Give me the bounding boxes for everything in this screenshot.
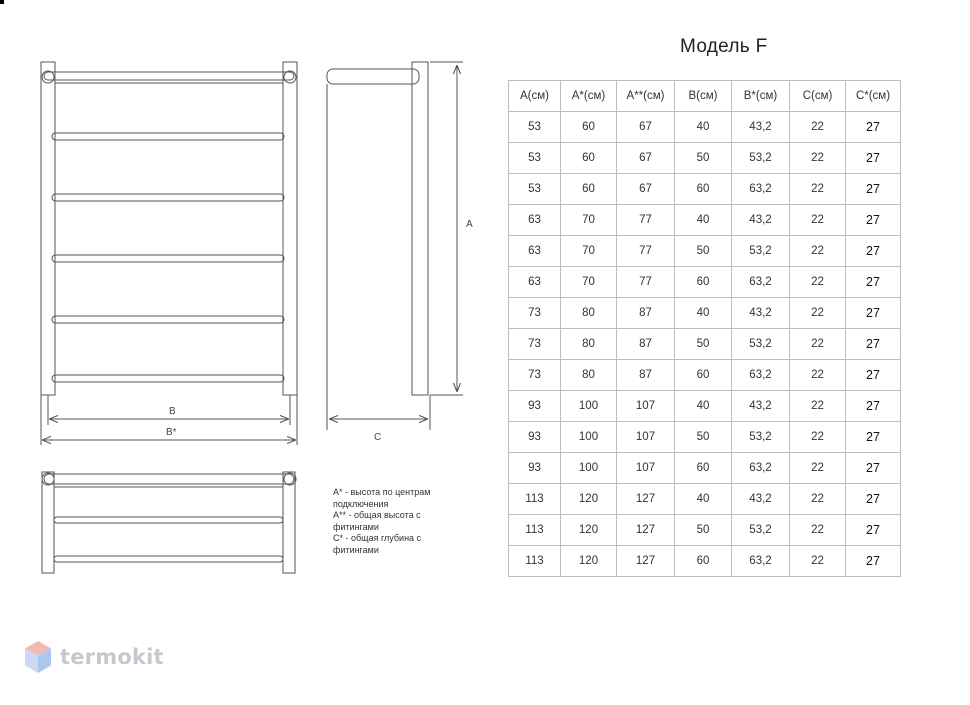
table-cell: 60 bbox=[561, 143, 617, 174]
note-line: C* - общая глубина с bbox=[333, 533, 422, 543]
column-header: C*(см) bbox=[846, 81, 901, 112]
table-cell: 53,2 bbox=[732, 422, 790, 453]
left-post bbox=[41, 62, 55, 395]
table-cell: 43,2 bbox=[732, 205, 790, 236]
label-a: A bbox=[466, 219, 473, 230]
table-cell: 77 bbox=[617, 205, 675, 236]
table-cell: 120 bbox=[561, 515, 617, 546]
table-cell: 73 bbox=[509, 360, 561, 391]
table-row bbox=[509, 360, 901, 391]
table-cell: 87 bbox=[617, 360, 675, 391]
table-cell: 80 bbox=[561, 298, 617, 329]
table-cell: 50 bbox=[675, 422, 732, 453]
table-cell: 60 bbox=[675, 174, 732, 205]
table-cell: 63,2 bbox=[732, 546, 790, 577]
table-cell: 53,2 bbox=[732, 236, 790, 267]
table-cell: 40 bbox=[675, 205, 732, 236]
table-cell: 60 bbox=[675, 360, 732, 391]
table-cell: 93 bbox=[509, 422, 561, 453]
table-cell: 67 bbox=[617, 112, 675, 143]
table-cell: 77 bbox=[617, 267, 675, 298]
label-c: C bbox=[374, 432, 382, 443]
table-cell: 120 bbox=[561, 484, 617, 515]
table-cell: 22 bbox=[790, 484, 846, 515]
side-view-drawing bbox=[327, 62, 463, 430]
table-cell: 22 bbox=[790, 298, 846, 329]
table-cell: 22 bbox=[790, 267, 846, 298]
table-cell: 60 bbox=[675, 546, 732, 577]
table-cell: 87 bbox=[617, 329, 675, 360]
table-cell: 50 bbox=[675, 329, 732, 360]
table-cell: 27 bbox=[846, 174, 901, 205]
table-cell: 22 bbox=[790, 112, 846, 143]
table-cell: 27 bbox=[846, 515, 901, 546]
table-cell: 100 bbox=[561, 391, 617, 422]
table-cell: 93 bbox=[509, 453, 561, 484]
table-row bbox=[509, 546, 901, 577]
column-header: C(см) bbox=[790, 81, 846, 112]
table-cell: 113 bbox=[509, 484, 561, 515]
column-header: A(см) bbox=[509, 81, 561, 112]
table-cell: 27 bbox=[846, 391, 901, 422]
table-cell: 127 bbox=[617, 484, 675, 515]
table-cell: 80 bbox=[561, 360, 617, 391]
table-cell: 73 bbox=[509, 298, 561, 329]
table-cell: 27 bbox=[846, 143, 901, 174]
table-cell: 22 bbox=[790, 515, 846, 546]
table-cell: 63 bbox=[509, 267, 561, 298]
table-row bbox=[509, 484, 901, 515]
table-cell: 27 bbox=[846, 298, 901, 329]
termokit-logo bbox=[24, 640, 164, 674]
table-cell: 113 bbox=[509, 515, 561, 546]
table-cell: 107 bbox=[617, 453, 675, 484]
top-left-post bbox=[42, 472, 54, 573]
table-cell: 53 bbox=[509, 143, 561, 174]
column-header: A**(см) bbox=[617, 81, 675, 112]
table-cell: 27 bbox=[846, 484, 901, 515]
table-cell: 50 bbox=[675, 515, 732, 546]
table-row bbox=[509, 298, 901, 329]
label-b: B bbox=[169, 406, 176, 417]
note-line: A* - высота по центрам bbox=[333, 487, 431, 497]
table-cell: 70 bbox=[561, 236, 617, 267]
logo-text: termokit bbox=[60, 645, 164, 669]
table-row bbox=[509, 205, 901, 236]
table-cell: 43,2 bbox=[732, 298, 790, 329]
table-cell: 70 bbox=[561, 267, 617, 298]
table-cell: 107 bbox=[617, 391, 675, 422]
table-cell: 67 bbox=[617, 143, 675, 174]
table-cell: 63 bbox=[509, 205, 561, 236]
table-cell: 43,2 bbox=[732, 112, 790, 143]
table-cell: 43,2 bbox=[732, 391, 790, 422]
table-cell: 60 bbox=[561, 174, 617, 205]
column-header: B(см) bbox=[675, 81, 732, 112]
table-cell: 60 bbox=[675, 267, 732, 298]
table-cell: 27 bbox=[846, 205, 901, 236]
table-cell: 53,2 bbox=[732, 515, 790, 546]
rails bbox=[44, 72, 294, 382]
table-row bbox=[509, 422, 901, 453]
side-top-rail bbox=[327, 69, 419, 84]
table-cell: 73 bbox=[509, 329, 561, 360]
table-cell: 27 bbox=[846, 236, 901, 267]
table-row bbox=[509, 453, 901, 484]
table-cell: 53 bbox=[509, 174, 561, 205]
table-cell: 27 bbox=[846, 267, 901, 298]
table-cell: 127 bbox=[617, 546, 675, 577]
table-cell: 100 bbox=[561, 422, 617, 453]
table-cell: 70 bbox=[561, 205, 617, 236]
table-cell: 50 bbox=[675, 236, 732, 267]
note-line: фитингами bbox=[333, 544, 379, 555]
table-row bbox=[509, 267, 901, 298]
table-cell: 100 bbox=[561, 453, 617, 484]
table-cell: 63,2 bbox=[732, 174, 790, 205]
table-cell: 93 bbox=[509, 391, 561, 422]
table-cell: 27 bbox=[846, 422, 901, 453]
model-title: Модель F bbox=[680, 36, 768, 57]
side-post bbox=[412, 62, 428, 395]
table-cell: 63,2 bbox=[732, 267, 790, 298]
top-view-drawing bbox=[42, 472, 296, 573]
hexagon-logo-icon bbox=[24, 640, 52, 674]
table-cell: 27 bbox=[846, 453, 901, 484]
table-cell: 77 bbox=[617, 236, 675, 267]
table-cell: 22 bbox=[790, 453, 846, 484]
table-cell: 87 bbox=[617, 298, 675, 329]
table-cell: 27 bbox=[846, 112, 901, 143]
right-post bbox=[283, 62, 297, 395]
table-cell: 40 bbox=[675, 484, 732, 515]
note-line: фитингами bbox=[333, 521, 379, 532]
table-row bbox=[509, 236, 901, 267]
table-row bbox=[509, 329, 901, 360]
dimensions-table bbox=[508, 80, 901, 577]
table-cell: 127 bbox=[617, 515, 675, 546]
front-view-drawing bbox=[41, 62, 297, 445]
table-cell: 27 bbox=[846, 546, 901, 577]
note-line: подключения bbox=[333, 498, 389, 509]
table-cell: 53 bbox=[509, 112, 561, 143]
table-cell: 53,2 bbox=[732, 143, 790, 174]
table-cell: 22 bbox=[790, 360, 846, 391]
table-cell: 63,2 bbox=[732, 360, 790, 391]
table-row bbox=[509, 112, 901, 143]
table-cell: 22 bbox=[790, 391, 846, 422]
table-cell: 40 bbox=[675, 298, 732, 329]
note-line: A** - общая высота с bbox=[333, 510, 421, 520]
table-cell: 22 bbox=[790, 236, 846, 267]
table-cell: 40 bbox=[675, 112, 732, 143]
table-row bbox=[509, 515, 901, 546]
table-cell: 80 bbox=[561, 329, 617, 360]
table-cell: 60 bbox=[561, 112, 617, 143]
table-cell: 63 bbox=[509, 236, 561, 267]
column-header: B*(см) bbox=[732, 81, 790, 112]
label-b-star: B* bbox=[166, 427, 177, 438]
table-cell: 27 bbox=[846, 329, 901, 360]
table-cell: 22 bbox=[790, 546, 846, 577]
table-row bbox=[509, 391, 901, 422]
table-cell: 27 bbox=[846, 360, 901, 391]
table-row bbox=[509, 174, 901, 205]
table-cell: 22 bbox=[790, 143, 846, 174]
table-cell: 60 bbox=[675, 453, 732, 484]
notes-legend bbox=[333, 487, 430, 556]
table-cell: 50 bbox=[675, 143, 732, 174]
table-cell: 67 bbox=[617, 174, 675, 205]
table-cell: 113 bbox=[509, 546, 561, 577]
table-header-row bbox=[509, 81, 901, 112]
table-cell: 63,2 bbox=[732, 453, 790, 484]
table-cell: 22 bbox=[790, 329, 846, 360]
table-cell: 22 bbox=[790, 174, 846, 205]
table-cell: 53,2 bbox=[732, 329, 790, 360]
table-cell: 107 bbox=[617, 422, 675, 453]
table-cell: 120 bbox=[561, 546, 617, 577]
table-cell: 40 bbox=[675, 391, 732, 422]
table-cell: 43,2 bbox=[732, 484, 790, 515]
table-cell: 22 bbox=[790, 422, 846, 453]
top-right-post bbox=[283, 472, 295, 573]
column-header: A*(см) bbox=[561, 81, 617, 112]
table-cell: 22 bbox=[790, 205, 846, 236]
table-row bbox=[509, 143, 901, 174]
